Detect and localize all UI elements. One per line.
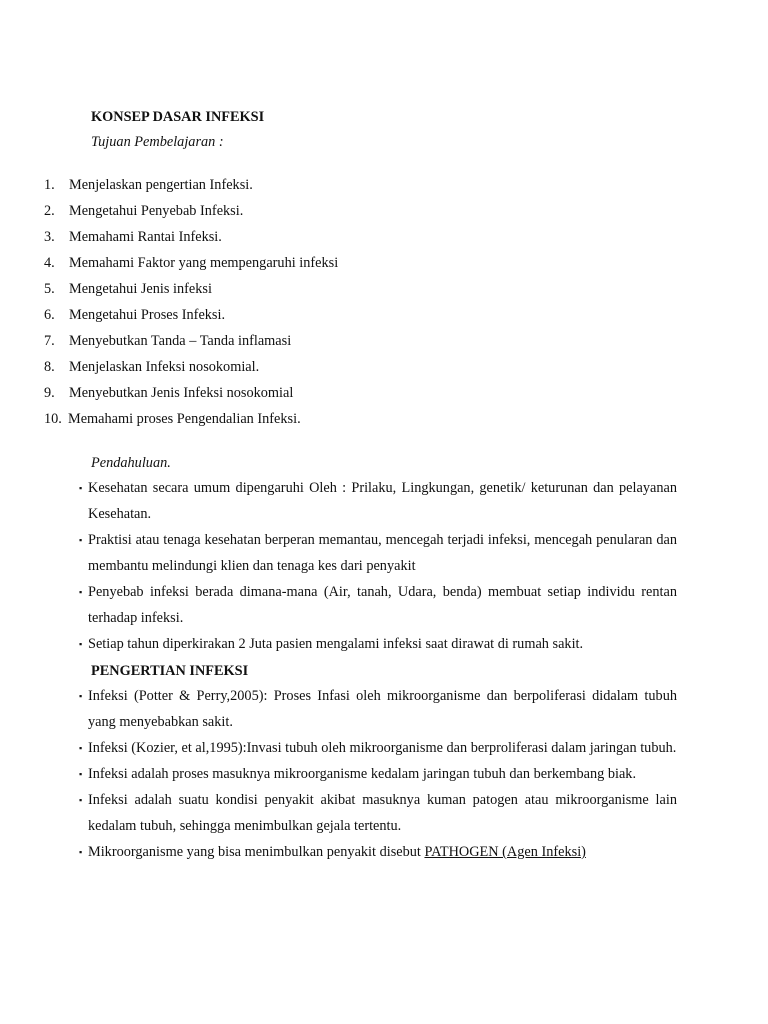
bullet-icon: ▪ <box>79 639 83 649</box>
list-text: Mengetahui Penyebab Infeksi. <box>69 203 244 219</box>
list-item <box>79 527 677 579</box>
bullet-icon: ▪ <box>79 535 83 545</box>
list-text: Menyebutkan Jenis Infeksi nosokomial <box>69 385 294 401</box>
bullet-icon: ▪ <box>79 847 83 857</box>
list-text: Mengetahui Jenis infeksi <box>69 281 212 297</box>
list-text: Setiap tahun diperkirakan 2 Juta pasien mengalami infeksi saat dirawat di rumah sakit. <box>88 636 584 652</box>
list-text: Menjelaskan pengertian Infeksi. <box>69 177 253 193</box>
list-item <box>79 787 677 839</box>
list-number: 7. <box>44 333 55 349</box>
list-item <box>79 631 677 657</box>
list-text: Menyebutkan Tanda – Tanda inflamasi <box>69 333 292 349</box>
list-text: Memahami Faktor yang mempengaruhi infeksi <box>69 255 339 271</box>
list-text: Memahami proses Pengendalian Infeksi. <box>68 411 301 427</box>
pengertian-heading: PENGERTIAN INFEKSI <box>91 663 249 679</box>
bullet-icon: ▪ <box>79 483 83 493</box>
bullet-icon: ▪ <box>79 769 83 779</box>
bullet-icon: ▪ <box>79 587 83 597</box>
bullet-icon: ▪ <box>79 795 83 805</box>
list-item <box>79 839 677 865</box>
learning-objectives-heading: Tujuan Pembelajaran : <box>91 134 224 150</box>
list-number: 10. <box>44 411 62 427</box>
pendahuluan-heading: Pendahuluan. <box>91 455 171 471</box>
bullet-icon: ▪ <box>79 743 83 753</box>
list-number: 2. <box>44 203 55 219</box>
list-number: 3. <box>44 229 55 245</box>
list-text: Infeksi adalah proses masuknya mikroorganisme kedalam jaringan tubuh dan berkembang biak. <box>88 766 637 782</box>
document-title: KONSEP DASAR INFEKSI <box>91 109 265 125</box>
list-text: Kesehatan secara umum dipengaruhi Oleh : Prilaku, Lingkungan, genetik/ keturunan dan pelayanan Kesehatan. <box>88 480 677 522</box>
list-number: 1. <box>44 177 55 193</box>
bullet-icon: ▪ <box>79 691 83 701</box>
list-text: Menjelaskan Infeksi nosokomial. <box>69 359 260 375</box>
list-item <box>79 735 677 761</box>
list-item <box>79 475 677 527</box>
list-number: 6. <box>44 307 55 323</box>
list-text: Penyebab infeksi berada dimana-mana (Air, tanah, Udara, benda) membuat setiap individu rentan terhadap infeksi. <box>88 584 677 626</box>
pathogen-term: PATHOGEN (Agen Infeksi) <box>424 844 586 860</box>
list-number: 5. <box>44 281 55 297</box>
list-text: Memahami Rantai Infeksi. <box>69 229 222 245</box>
list-item <box>79 683 677 735</box>
list-number: 4. <box>44 255 55 271</box>
list-item <box>79 579 677 631</box>
list-item <box>79 761 677 787</box>
list-text: Infeksi (Kozier, et al,1995):Invasi tubuh oleh mikroorganisme dan berproliferasi dalam jaringan tubuh. <box>88 740 677 756</box>
list-text: Mikroorganisme yang bisa menimbulkan penyakit disebut <box>88 844 425 860</box>
list-text: Mengetahui Proses Infeksi. <box>69 307 226 323</box>
list-text: Praktisi atau tenaga kesehatan berperan memantau, mencegah terjadi infeksi, mencegah penularan dan membantu melindungi klien dan tenaga kes dari penyakit <box>88 532 677 574</box>
list-text: Infeksi adalah suatu kondisi penyakit akibat masuknya kuman patogen atau mikroorganisme lain kedalam tubuh, sehingga menimbulkan gejala tertentu. <box>88 792 677 834</box>
pengertian-bullet-list <box>79 683 677 865</box>
list-text: Infeksi (Potter & Perry,2005): Proses Infasi oleh mikroorganisme dan berpoliferasi didalam tubuh yang menyebabkan sakit. <box>88 688 677 730</box>
list-number: 9. <box>44 385 55 401</box>
list-number: 8. <box>44 359 55 375</box>
pendahuluan-bullet-list <box>79 475 677 657</box>
